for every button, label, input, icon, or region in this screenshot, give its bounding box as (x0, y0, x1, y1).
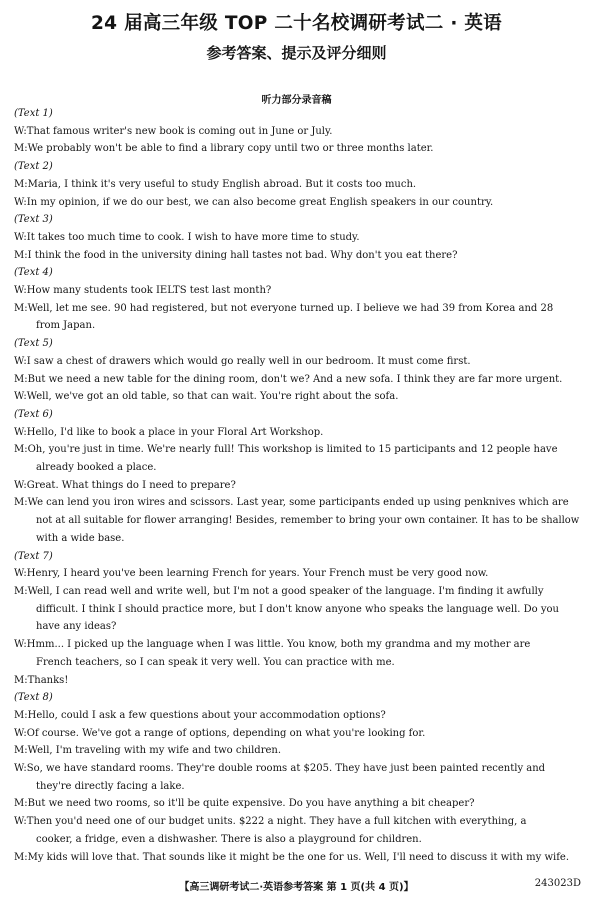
text-section-label: (Text 8) (14, 692, 53, 704)
utterance-text: already booked a place. (36, 462, 157, 474)
utterance-text: French teachers, so I can speak it very well. You can practice with me. (36, 656, 395, 668)
speaker-label: W: (14, 568, 27, 580)
utterance-text: So, we have standard rooms. They're double rooms at $205. They have just been painted recently and (26, 763, 546, 775)
transcript-continuation (14, 459, 582, 477)
speaker-label: M: (14, 674, 28, 686)
speaker-label: M: (14, 497, 28, 509)
speaker-label: M: (14, 143, 28, 155)
transcript-continuation (14, 601, 582, 619)
transcript-continuation (14, 618, 582, 636)
text-section-label: (Text 4) (14, 267, 53, 279)
speaker-label: M: (14, 178, 28, 190)
speaker-label: M: (14, 798, 28, 810)
utterance-text: Then you'd need one of our budget units. $222 a night. They have a full kitchen with everything, a (26, 816, 527, 828)
utterance-text: with a wide base. (36, 532, 125, 544)
transcript-line (14, 247, 582, 265)
utterance-text: difficult. I think I should practice more, but I don't know anyone who speaks the language well. Do you (36, 603, 559, 615)
speaker-label: W: (14, 727, 27, 739)
transcript-continuation (14, 512, 582, 530)
transcript-line (14, 441, 582, 459)
speaker-label: W: (14, 763, 27, 775)
utterance-text: Hello, could I ask a few questions about your accommodation options? (27, 709, 386, 721)
speaker-label: W: (14, 479, 27, 491)
utterance-text: Great. What things do I need to prepare? (26, 479, 236, 491)
utterance-text: We can lend you iron wires and scissors. Last year, some participants ended up using penknives which are (27, 497, 569, 509)
speaker-label: W: (14, 231, 27, 243)
transcript-continuation (14, 778, 582, 796)
utterance-text: Well, I can read well and write well, but I'm not a good speaker of the language. I'm finding it awfully (27, 585, 544, 597)
transcript-continuation (14, 530, 582, 548)
utterance-text: That famous writer's new book is coming out in June or July. (26, 125, 333, 137)
speaker-label: M: (14, 373, 28, 385)
utterance-text: It takes too much time to cook. I wish to have more time to study. (26, 231, 360, 243)
transcript-line (14, 194, 582, 212)
utterance-text: My kids will love that. That sounds like it might be the one for us. Well, I'll need to discuss it with my wife. (27, 851, 570, 863)
utterance-text: In my opinion, if we do our best, we can also become great English speakers in our country. (26, 196, 494, 208)
transcript-line (14, 742, 582, 760)
speaker-label: W: (14, 196, 27, 208)
utterance-text: not at all suitable for flower arranging! Besides, remember to bring your own container. It has to be shallow (36, 515, 580, 527)
transcript-line (14, 636, 582, 654)
transcript-line (14, 229, 582, 247)
transcript-line (14, 176, 582, 194)
transcript-line (14, 583, 582, 601)
transcript-line (14, 388, 582, 406)
transcript-line (14, 707, 582, 725)
transcript-continuation (14, 317, 582, 335)
transcript-line (14, 282, 582, 300)
transcript-line (14, 371, 582, 389)
utterance-text: Of course. We've got a range of options, depending on what you're looking for. (26, 727, 426, 739)
text-section-label: (Text 7) (14, 550, 53, 562)
utterance-text: Well, we've got an old table, so that can wait. You're right about the sofa. (26, 391, 399, 403)
transcript-line (14, 123, 582, 141)
utterance-text: Hmm... I picked up the language when I was little. You know, both my grandma and my mother are (26, 639, 531, 651)
footer-page-info: 【高三调研考试二·英语参考答案 第 1 页(共 4 页)】 (179, 882, 414, 893)
utterance-text: Thanks! (27, 674, 69, 686)
speaker-label: W: (14, 426, 27, 438)
speaker-label: W: (14, 355, 27, 367)
text-section-label: (Text 3) (14, 214, 53, 226)
transcript-line (14, 795, 582, 813)
transcript-line (14, 849, 582, 867)
utterance-text: We probably won't be able to find a library copy until two or three months later. (27, 143, 434, 155)
transcript-line (14, 353, 582, 371)
transcript-line (14, 300, 582, 318)
utterance-text: Hello, I'd like to book a place in your Floral Art Workshop. (26, 426, 324, 438)
speaker-label: M: (14, 302, 28, 314)
text-section-label: (Text 6) (14, 408, 53, 420)
utterance-text: Well, let me see. 90 had registered, but not everyone turned up. I believe we had 39 from Korea and 28 (27, 302, 554, 314)
utterance-text: But we need two rooms, so it'll be quite expensive. Do you have anything a bit cheaper? (27, 798, 475, 810)
transcript-line (14, 672, 582, 690)
transcript-line (14, 494, 582, 512)
utterance-text: Maria, I think it's very useful to study English abroad. But it costs too much. (27, 178, 417, 190)
text-section-label: (Text 1) (14, 108, 53, 119)
utterance-text: Oh, you're just in time. We're nearly full! This workshop is limited to 15 participants and 12 people have (27, 444, 558, 456)
utterance-text: cooker, a fridge, even a dishwasher. There is also a playground for children. (36, 833, 422, 845)
speaker-label: M: (14, 585, 28, 597)
utterance-text: I saw a chest of drawers which would go really well in our bedroom. It must come first. (26, 355, 471, 367)
text-section-label: (Text 5) (14, 338, 53, 350)
transcript-line (14, 760, 582, 778)
transcript-continuation (14, 654, 582, 672)
speaker-label: W: (14, 125, 27, 137)
transcript-line (14, 140, 582, 158)
utterance-text: Well, I'm traveling with my wife and two children. (27, 745, 282, 757)
transcript-line (14, 725, 582, 743)
speaker-label: M: (14, 745, 28, 757)
speaker-label: W: (14, 816, 27, 828)
text-section-label: (Text 2) (14, 161, 53, 173)
transcript-line (14, 565, 582, 583)
speaker-label: M: (14, 851, 28, 863)
footer-code: 243023D (534, 878, 581, 889)
transcript-line (14, 477, 582, 495)
transcript (14, 105, 582, 866)
utterance-text: Henry, I heard you've been learning French for years. Your French must be very good now. (26, 568, 489, 580)
transcript-line (14, 424, 582, 442)
speaker-label: M: (14, 709, 28, 721)
speaker-label: M: (14, 444, 28, 456)
utterance-text: they're directly facing a lake. (36, 780, 185, 792)
page-footer (0, 878, 593, 894)
page-title: 24 届高三年级 TOP 二十名校调研考试二 · 英语 (91, 13, 502, 34)
transcript-line (14, 813, 582, 831)
utterance-text: How many students took IELTS test last month? (26, 285, 272, 297)
speaker-label: W: (14, 285, 27, 297)
utterance-text: have any ideas? (36, 621, 117, 633)
utterance-text: from Japan. (36, 320, 96, 332)
speaker-label: M: (14, 249, 28, 261)
speaker-label: W: (14, 639, 27, 651)
transcript-continuation (14, 831, 582, 849)
page-subtitle: 参考答案、提示及评分细则 (206, 44, 387, 62)
utterance-text: But we need a new table for the dining room, don't we? And a new sofa. I think they are far more urgent. (27, 373, 563, 385)
utterance-text: I think the food in the university dining hall tastes not bad. Why don't you eat there? (27, 249, 458, 261)
speaker-label: W: (14, 391, 27, 403)
section-title: 听力部分录音稿 (261, 95, 332, 106)
